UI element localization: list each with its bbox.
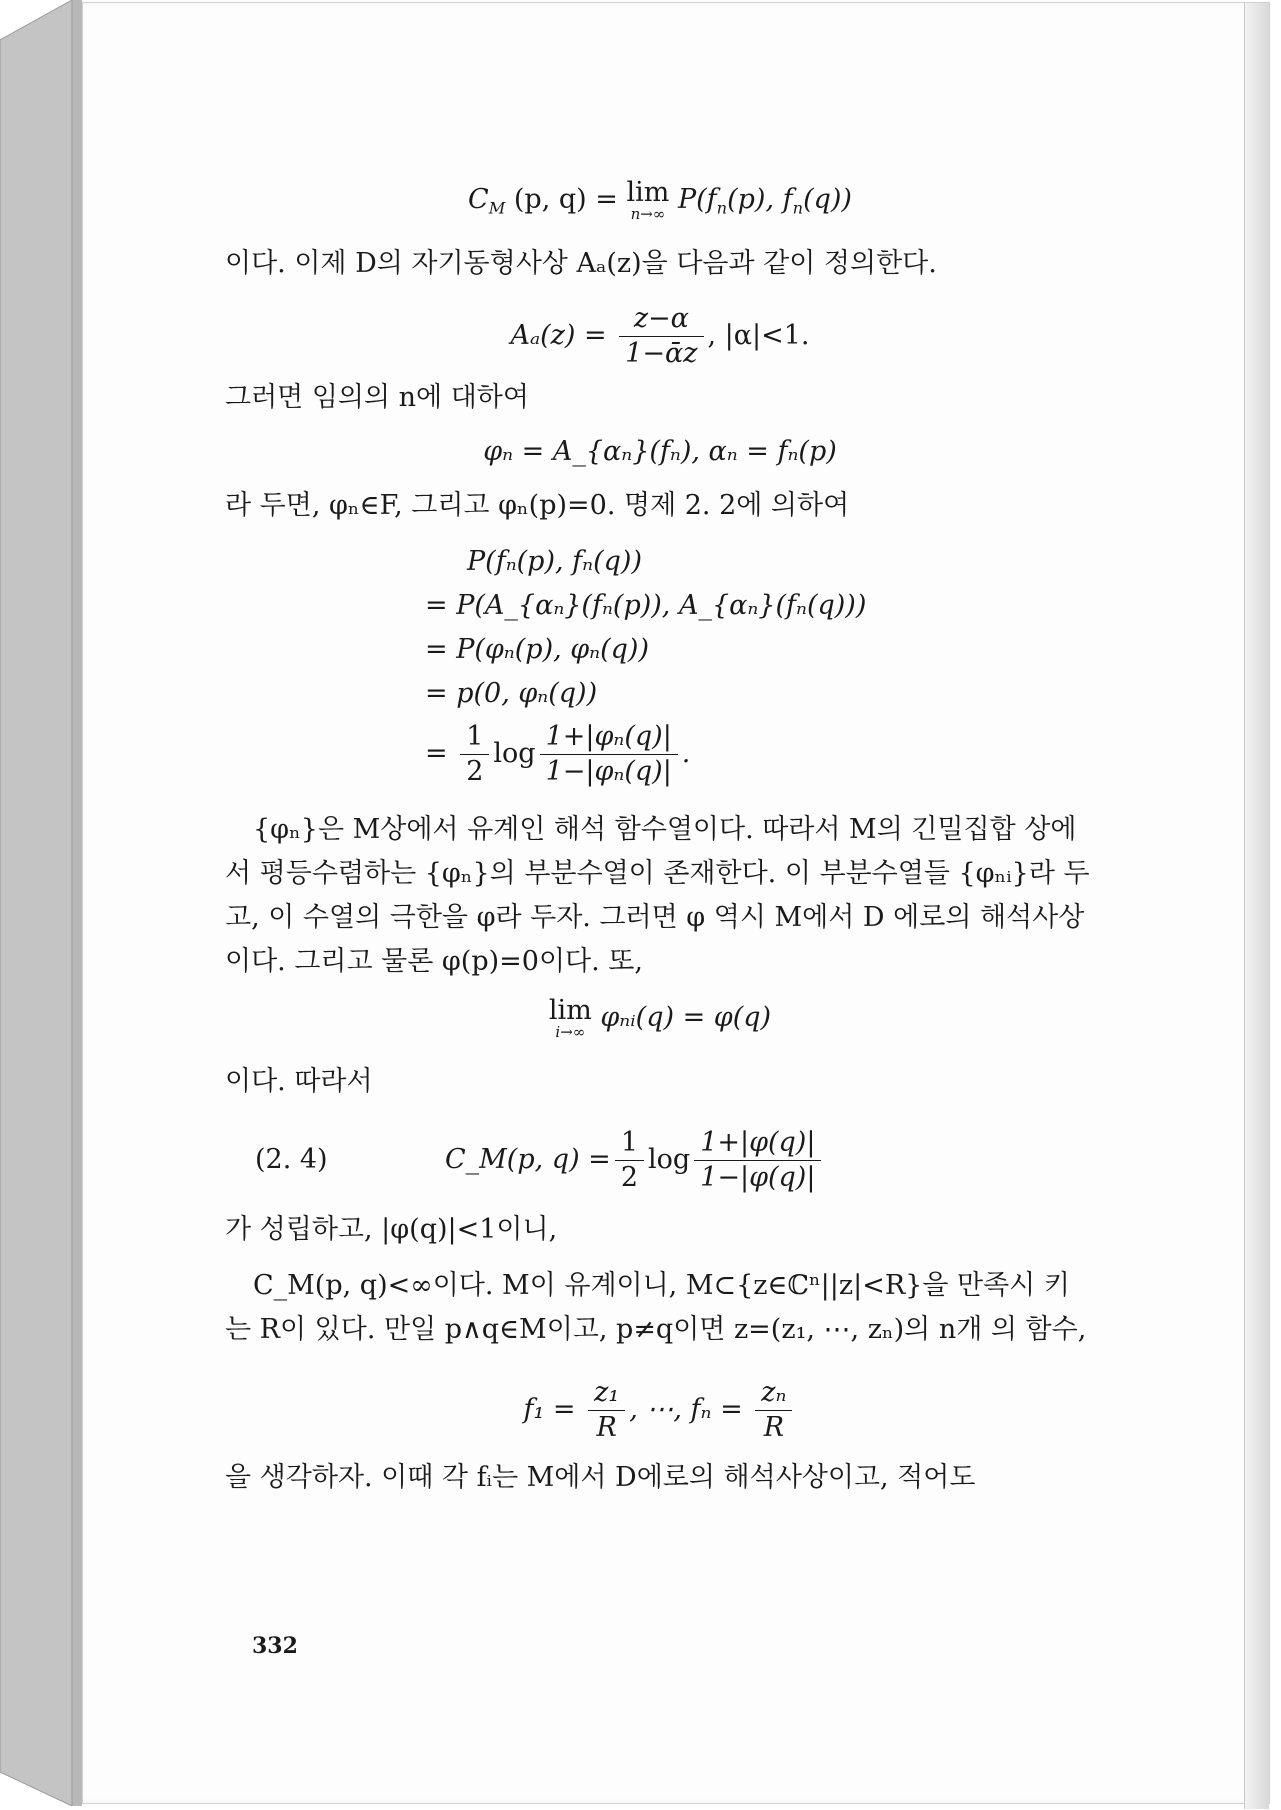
eq2-numerator: z−α [619,302,703,337]
chain5-half-den: 2 [466,756,484,787]
chain5-numerator: 1+|φₙ(q)| [540,720,678,755]
eq5-lhs: C_M(p, q) = [445,1144,611,1175]
eq1-rhs: P(f [677,184,717,215]
eq6-fn-num: zₙ [755,1376,792,1411]
chain-line-4: = p(0, φₙ(q)) [425,678,598,709]
eq1-lim [626,177,670,223]
eq5-denominator: 1−|φ(q)| [700,1161,816,1193]
paragraph-5: 이다. 따라서 [225,1066,373,1097]
eq1-args: (p, q) = [513,184,618,215]
chain5-equals: = [425,738,448,769]
eq5-fraction [694,1126,821,1195]
equation-number: (2. 4) [255,1144,328,1175]
eq1-rhs-mid: (p), f [727,184,793,215]
equation-limit-phi [225,995,1095,1052]
eq4-lim-word: lim [548,995,592,1026]
equation-phi-n: φₙ = A_{αₙ}(fₙ), αₙ = fₙ(p) [483,436,837,467]
page-content [225,177,1095,1498]
eq6-fn-fraction [755,1376,792,1445]
eq4-rhs: φₙᵢ(q) = φ(q) [600,1002,772,1033]
chain-line-3: = P(φₙ(p), φₙ(q)) [425,634,650,665]
eq6-f1-num: z₁ [588,1376,625,1411]
eq5-half-num: 1 [615,1126,644,1161]
chain-line-1: P(fₙ(p), fₙ(q)) [467,546,642,577]
paragraph-1: 이다. 이제 D의 자기동형사상 Aₐ(z)을 다음과 같이 정의한다. [225,248,937,279]
paragraph-4: {φₙ}은 M상에서 유계인 해석 함수열이다. 따라서 M의 긴밀집합 상에서 평등수렴하는 {φₙ}의 부분수열이 존재한다. 이 부분수열들 {φₙᵢ}라 두고, 이 수열의 극한을 φ라 두자. 그러면 φ 역시 M에서 D 에로의 해석사상이다. 그리고 물론 φ(p)=0이다. 또, [225,814,1090,977]
equation-functions [225,1376,1095,1448]
equation-automorphism [225,302,1095,372]
chain-line-5 [425,716,1095,792]
chain-line-2: = P(A_{αₙ}(fₙ(p)), A_{αₙ}(fₙ(q))) [425,590,867,621]
eq2-fraction [619,302,703,371]
eq1-rhs-end: (q)) [803,184,852,215]
eq5-numerator: 1+|φ(q)| [694,1126,821,1161]
chain5-half-num: 1 [460,720,489,755]
chain5-fraction [540,720,678,789]
eq5-half-den: 2 [620,1161,638,1193]
eq1-lhs-sub: M [488,198,506,218]
eq4-lim [548,995,592,1041]
page-edge-shadow [1244,3,1269,1809]
eq1-rhs-sub2: n [792,198,804,218]
paragraph-8: 을 생각하자. 이때 각 fᵢ는 M에서 D에로의 해석사상이고, 적어도 [225,1462,976,1493]
eq1-lim-word: lim [626,177,670,208]
eq1-lim-under: n→∞ [630,205,666,223]
paragraph-2: 그러면 임의의 n에 대하여 [225,382,529,413]
eq2-lhs: Aₐ(z) = [510,320,607,351]
chain5-half [460,720,489,789]
eq6-mid: , ⋯, fₙ = [629,1394,743,1425]
paragraph-3: 라 두면, φₙ∈F, 그리고 φₙ(p)=0. 명제 2. 2에 의하여 [225,490,850,521]
chain5-log: log [493,738,536,769]
chain5-denominator: 1−|φₙ(q)| [545,756,672,787]
eq2-tail: , |α|<1. [707,320,810,351]
chain5-period: . [681,738,691,769]
eq1-rhs-sub1: n [716,198,728,218]
equation-cm-limit [225,177,1095,240]
equation-chain [425,540,1095,792]
eq5-log: log [648,1144,691,1175]
equation-2-4 [255,1124,1095,1196]
eq1-lhs: C [468,184,489,215]
paragraph-7: C_M(p, q)<∞이다. M이 유계이니, M⊂{z∈ℂⁿ||z|<R}을 만족시 키는 R이 있다. 만일 p∧q∈M이고, p≠q이면 z=(z₁, ⋯, zₙ)의 n개 의 함수, [225,1270,1087,1345]
paragraph-6: 가 성립하고, |φ(q)|<1이니, [225,1214,558,1245]
eq6-f1-den: R [596,1412,617,1443]
eq2-denominator: 1−ᾱz [625,338,698,369]
eq6-f1-fraction [588,1376,625,1445]
eq4-lim-under: i→∞ [555,1023,586,1041]
eq6-f1: f₁ = [523,1394,576,1425]
page-number: 332 [252,1633,298,1659]
eq6-fn-den: R [763,1412,785,1443]
book-spine-graphic [0,0,82,1806]
eq5-half [615,1126,644,1195]
book-spine [0,0,82,1806]
